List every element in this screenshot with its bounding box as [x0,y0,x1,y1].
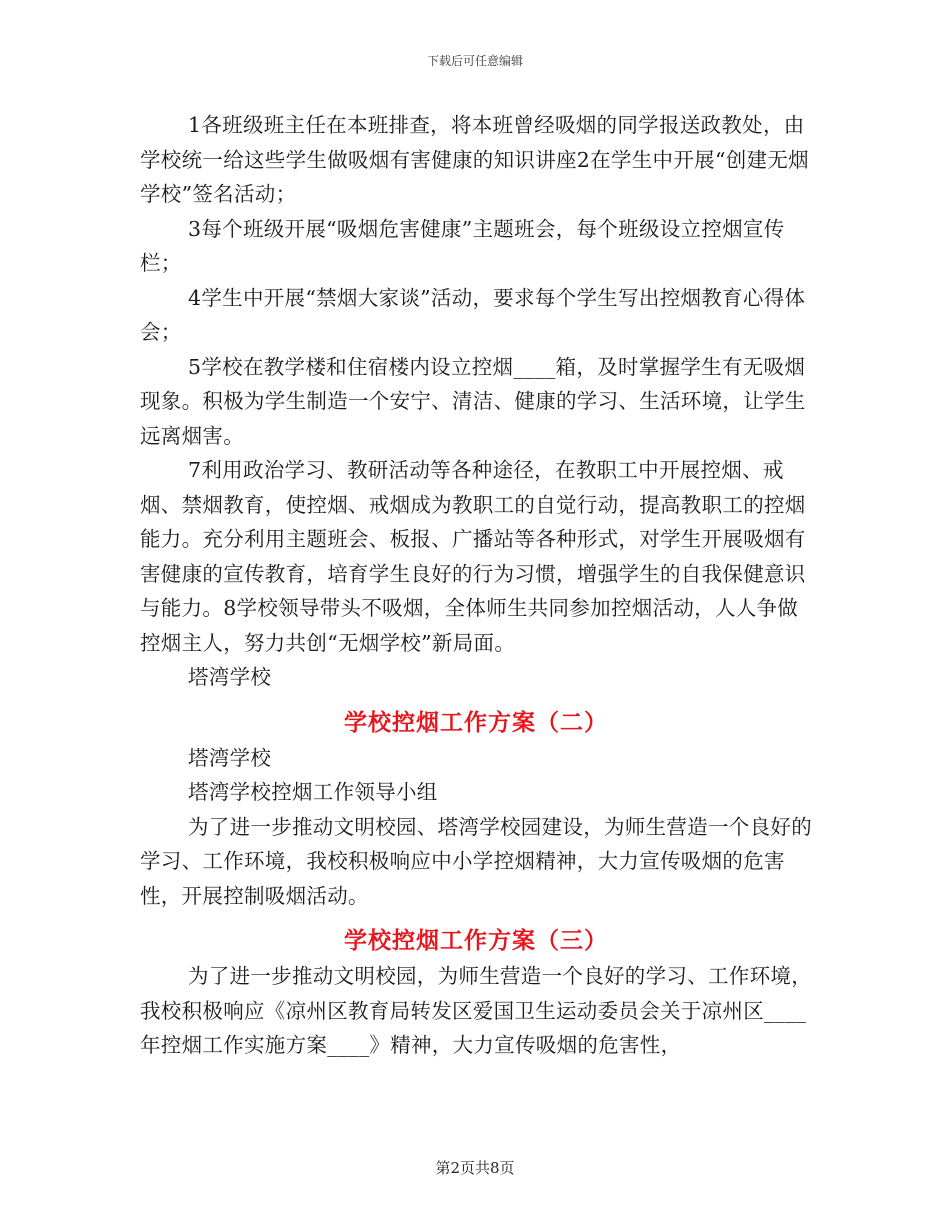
page-header: 下载后可任意编辑 [426,54,523,68]
signature: 塔湾学校 [188,665,272,689]
paragraph: 4学生中开展“禁烟大家谈”活动，要求每个学生写出控烟教育心得体会； [140,285,806,344]
paragraph: 5学校在教学楼和住宿楼内设立控烟____箱，及时掌握学生有无吸烟现象。积极为学生制造一个安宁、清洁、健康的学习、生活环境，让学生远离烟害。 [140,354,806,448]
section-title: 学校控烟工作方案（三） [344,927,608,954]
paragraph: 塔湾学校 [188,745,272,770]
page-footer: 第2页共8页 [435,1159,515,1177]
paragraph: 7利用政治学习、教研活动等各种途径，在教职工中开展控烟、戒烟、禁烟教育，使控烟、戒烟成为教职工的自觉行动，提高教职工的控烟能力。充分利用主题班会、板报、广播站等各种形式，对学生开展吸烟有害健康的宣传教育，培育学生良好的行为习惯，增强学生的自我保健意识与能力。8学校领导带头不吸烟，全体师生共同参加控烟活动，人人争做控烟主人，努力共创“无烟学校”新局面。 [140,458,806,655]
document-body [140,108,812,1063]
paragraph: 3每个班级开展“吸烟危害健康”主题班会，每个班级设立控烟宣传栏； [140,216,785,275]
paragraph: 为了进一步推动文明校园、塔湾学校园建设，为师生营造一个良好的学习、工作环境，我校积极响应中小学控烟精神，大力宣传吸烟的危害性，开展控制吸烟活动。 [140,814,812,908]
paragraph: 塔湾学校控烟工作领导小组 [188,780,438,804]
section-title: 学校控烟工作方案（二） [344,708,608,736]
paragraph: 为了进一步推动文明校园，为师生营造一个良好的学习、工作环境，我校积极响应《凉州区教育局转发区爱国卫生运动委员会关于凉州区____年控烟工作实施方案____》精神，大力宣传吸烟的危害性， [140,964,812,1057]
paragraph: 1各班级班主任在本班排查，将本班曾经吸烟的同学报送政教处，由学校统一给这些学生做吸烟有害健康的知识讲座2在学生中开展“创建无烟学校”签名活动； [140,113,809,206]
